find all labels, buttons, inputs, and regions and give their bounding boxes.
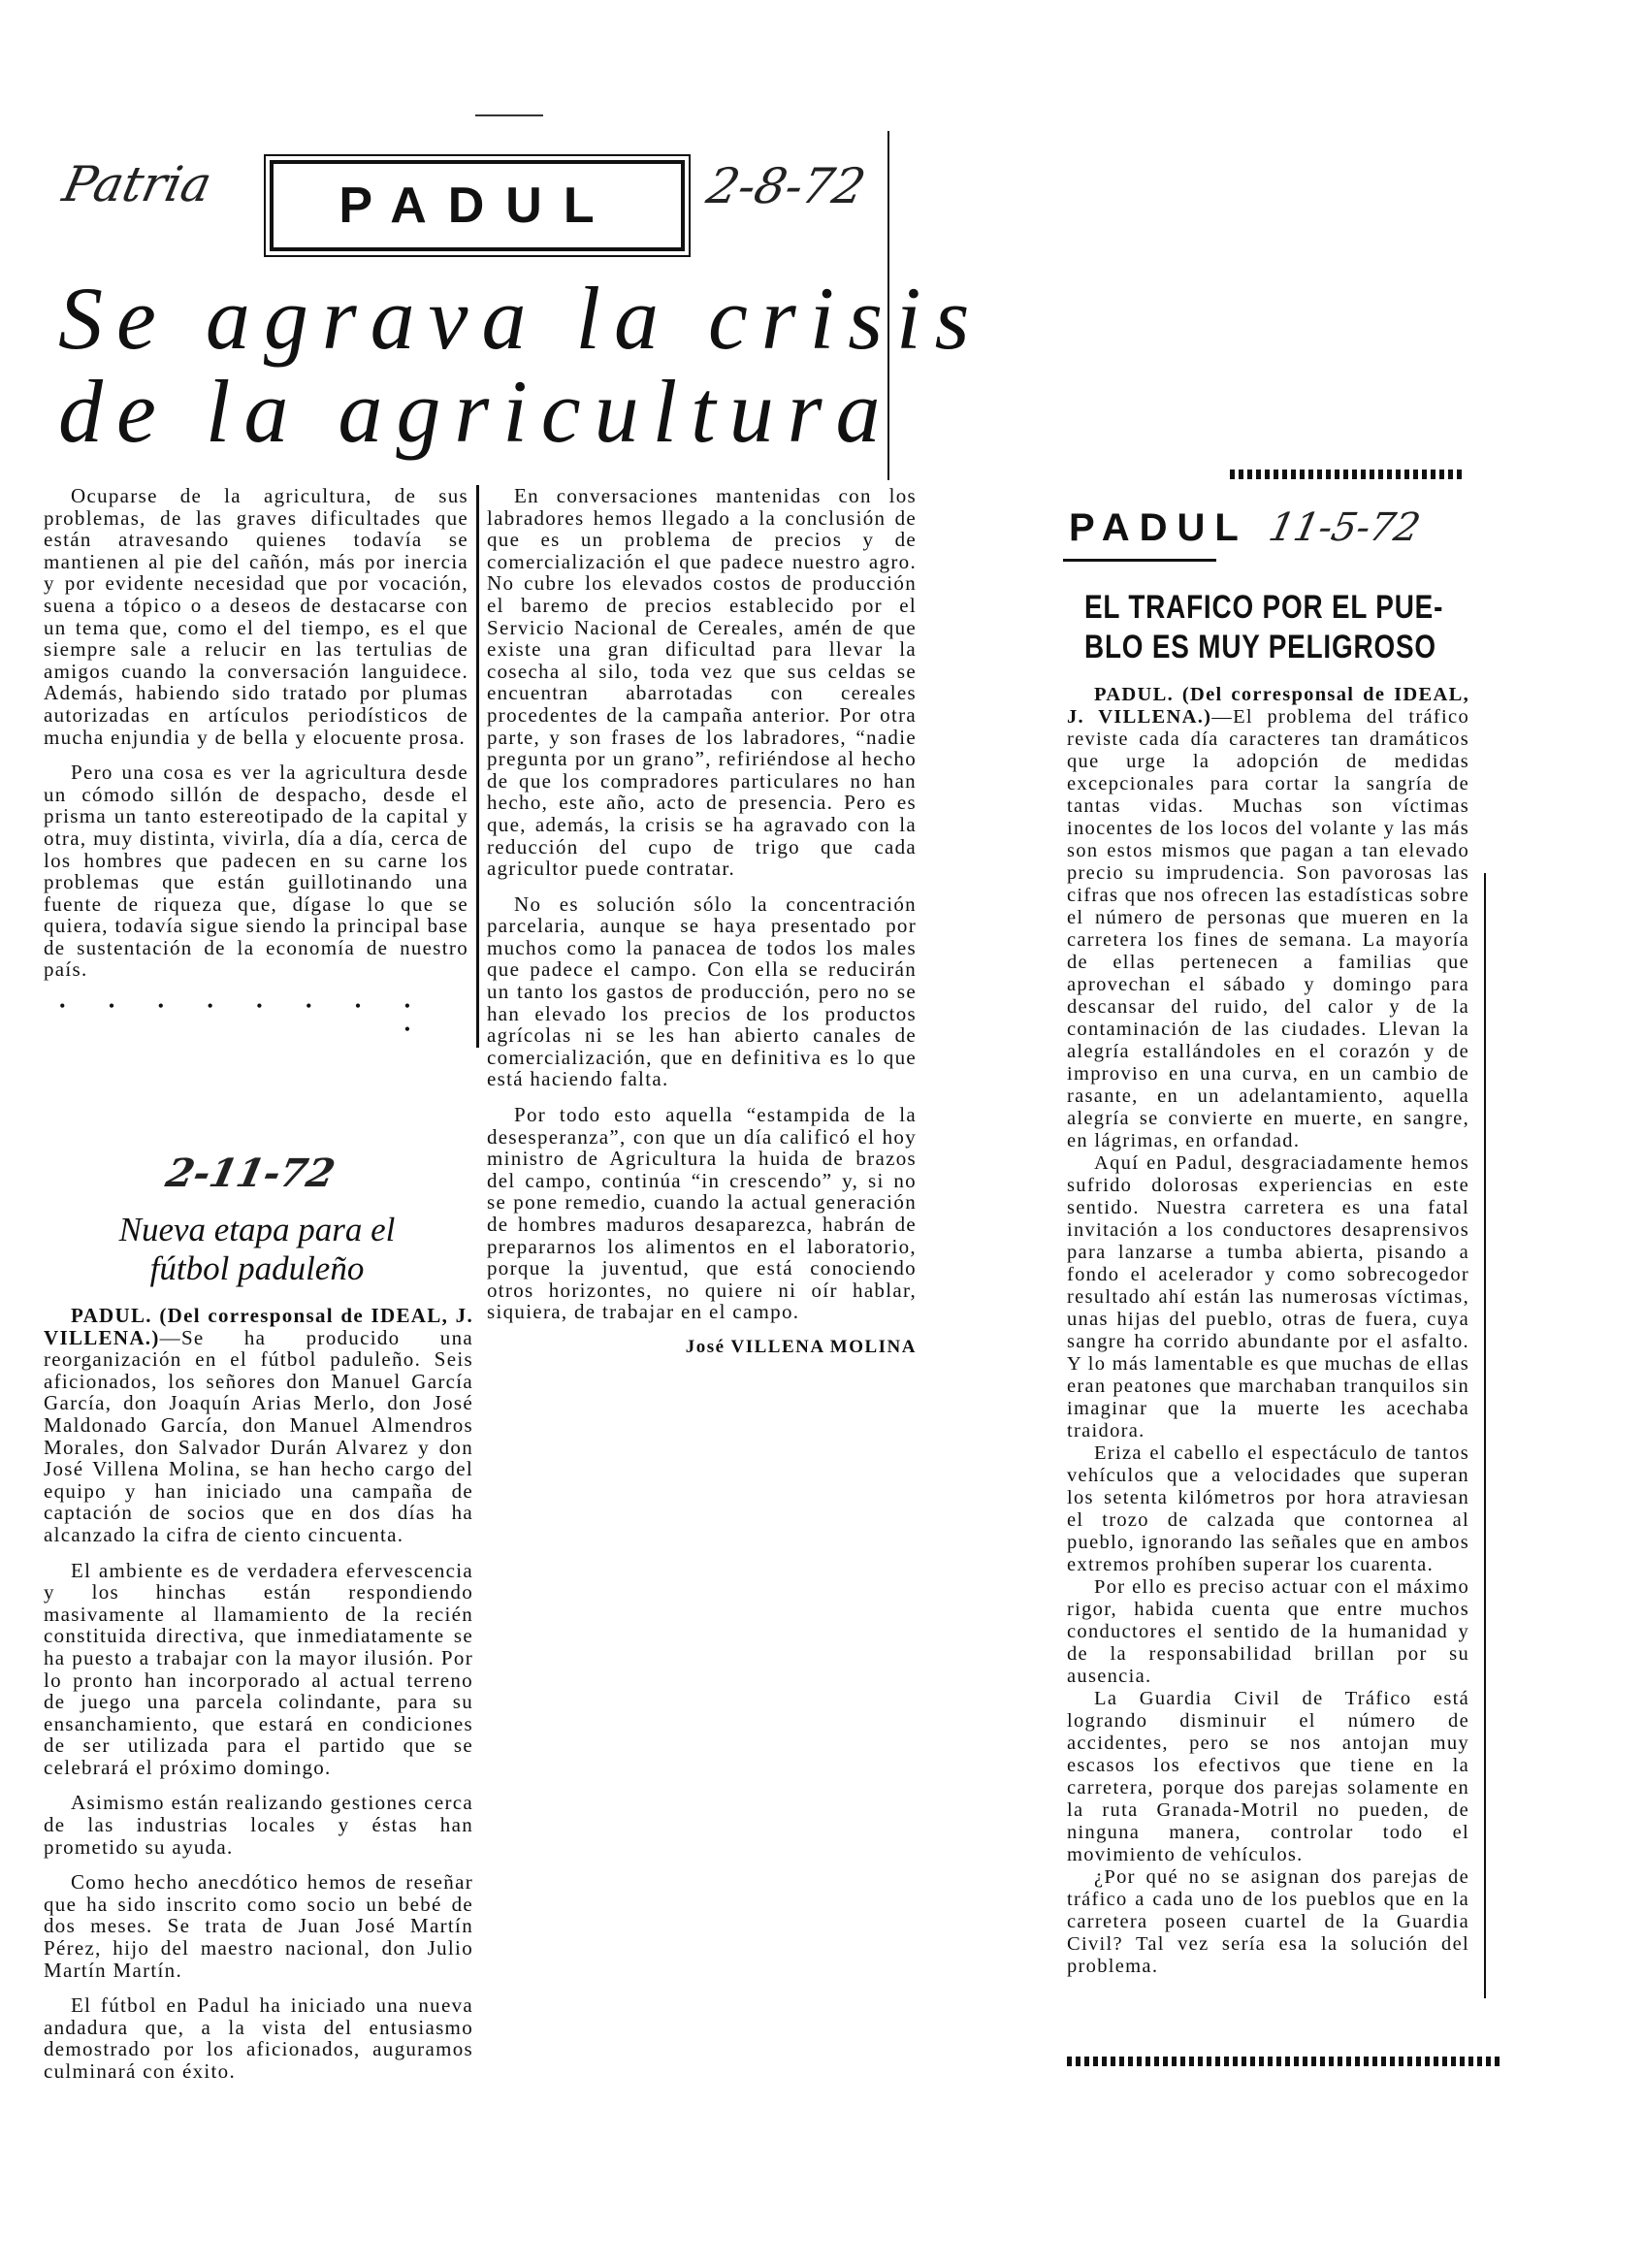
lead-text: —El problema del tráfico reviste cada día caracteres tan dramáticos que urge la adopción de medidas excepcionales para cortar la sangría de tantas vidas. Muchas son víctimas inocentes de los locos del volante y las más son estos mismos que pagan a tan elevado precio su imprudencia. Son pavorosas las cifras que nos ofrecen las estadísticas sobre el número de personas que mueren en la carretera los fines de semana. La mayoría de ellas pertenecen a familias que aprovechan el sábado y domingo para descansar del ruido, del calor y de la contaminación de las ciudades. Llevan la alegría estallándoles en el corazón y de improviso en una curva, en un cambio de rasante, en un adelantamiento, aquella alegría se convierte en muerte, en sangre, en lágrimas, en orfandad. [1067,706,1470,1151]
article-column-2 [487,485,917,1359]
column-rule [476,485,479,1048]
headline-line-2: de la agricultura [58,362,894,461]
paragraph: El ambiente es de verdadera efervescencia y los hinchas están respondiendo masivamente al llamamiento de la recién constituida directiva, que inmediatamente se ha puesto a trabajar con la mayor ilusión. Por lo pronto han incorporado al actual terreno de juego una parcela colindante, para su ensanchamiento, que estará en condiciones de ser utilizada para el partido que se celebrará el próximo domingo. [44,1558,473,1779]
section-header: PADUL [1069,506,1248,549]
paragraph: No es solución sólo la concentración parcelaria, aunque se haya presentado por muchos como la panacea de todos los males que padece el campo. Con ella se reducirán un tanto los gastos de producción, pero no se han elevado los precios de los productos agrícolas ni se les han abierto canales de comercialización, que en definitiva es lo que está haciendo falta. [487,891,917,1091]
divider [1063,559,1216,562]
headline-futbol [44,1211,470,1288]
paragraph: Eriza el cabello el espectáculo de tantos vehículos que a velocidades que superan los setenta kilómetros por hora atraviesan el trozo de calzada que contornea al pueblo, ignorando las señales que en ambos extremos prohíben superar los cuarenta. [1067,1442,1469,1575]
paragraph: ¿Por qué no se asignan dos parejas de tráfico a cada uno de los pueblos que en la carretera poseen cuartel de la Guardia Civil? Tal vez sería esa la solución del problema. [1067,1866,1469,1977]
headline-line-1: Nueva etapa para el [118,1211,396,1248]
paragraph: Por todo esto aquella “estampida de la desesperanza”, con que un día calificó el hoy ministro de Agricultura la huida de brazos del campo, continúa “in crescendo” y, si no se pone remedio, cuando la actual generación de hombres maduros desaparezca, habrán de prepararnos los alimentos en el laboratorio, porque la juventud, que está conociendo otros horizontes, no quiere ni oír hablar, siquiera, de trabajar en el campo. [487,1103,917,1324]
dateline: PADUL. (Del corresponsal de IDEAL, J. VILLENA.) [44,1304,473,1349]
dotted-border [1067,2057,1503,2066]
headline-line-2: BLO ES MUY PELIGROSO [1084,629,1436,665]
paragraph: En conversaciones mantenidas con los labradores hemos llegado a la conclusión de que es un problema de precios y de comercialización el que padece nuestro agro. No cubre los elevados costos de producción el baremo de precios establecido por el Servicio Nacional de Cereales, amén de que existe una gran dificultad para llevar la cosecha al silo, toda vez que sus celdas se encuentran abarrotadas con cereales procedentes de la campaña anterior. Por otra parte, y son frases de los labradores, “nadie pregunta por un grano”, refiriéndose al hecho de que los compradores particulares no han hecho, este año, acto de presencia. Pero es que, además, la crisis se ha agravado con la reducción del cupo de trigo que cada agricultor puede contratar. [487,484,917,881]
column-rule [1484,873,1486,1998]
dotted-border [1230,470,1463,479]
paragraph [1067,684,1469,1152]
headline-line-1: Se agrava la crisis [58,269,984,368]
paragraph: Por ello es preciso actuar con el máximo rigor, habida cuenta que entre muchos conductores el sentido de la humanidad y de la responsabilidad brillan por su ausencia. [1067,1576,1469,1687]
paragraph: La Guardia Civil de Tráfico está logrando disminuir el número de accidentes, pero se nos antojan muy escasos los efectivos que tiene en la carretera, porque dos parejas solamente en la ruta Granada-Motril no pueden, de ninguna manera, controlar todo el movimiento de vehículos. [1067,1688,1469,1865]
paragraph: Aquí en Padul, desgraciadamente hemos sufrido dolorosas experiencias en este sentido. Nuestra carretera es una fatal invitación a los conductores desaprensivos para lanzarse a tumba abierta, pisando a fondo el acelerador y como sobrecogedor resultado ahí están las numerosas víctimas, unas hijas del pueblo, otras de fuera, cuya sangre ha corrido abundante por el asfalto. Y lo más lamentable es que muchas de ellas eran peatones que marchaban tranquilos sin imaginar que la muerte les acechaba traidora. [1067,1152,1469,1442]
article-column-1 [44,485,468,1041]
paragraph: El fútbol en Padul ha iniciado una nueva andadura que, a la vista del entusiasmo demostrado por los aficionados, auguramos culminará con éxito. [44,1993,473,2083]
paragraph: Como hecho anecdótico hemos de reseñar que ha sido inscrito como socio un bebé de dos meses. Se trata de Juan José Martín Pérez, hijo del maestro nacional, don Julio Martín Martín. [44,1870,473,1982]
handwritten-newspaper-name: Patria [57,156,217,212]
handwritten-date: 2-8-72 [701,158,871,214]
headline-line-1: EL TRAFICO POR EL PUE- [1084,589,1444,626]
handwritten-date: 2-11-72 [162,1150,339,1196]
paragraph [44,1305,473,1546]
divider [475,114,543,116]
dot-separator: • • • • • • • • • [59,996,430,1040]
headline-trafico [1084,588,1443,667]
paragraph: Asimismo están realizando gestiones cerca de las industrias locales y éstas han prometido su ayuda. [44,1791,473,1859]
article-trafico-body [1067,684,1469,1978]
section-header-row [1069,493,1424,550]
paragraph: Pero una cosa es ver la agricultura desde un cómodo sillón de despacho, desde el prisma un tanto estereotipado de la capital y otra, muy distinta, vivirla, día a día, cerca de los hombres que padecen en su carne los problemas que están guillotinando una fuente de riqueza que, dígase lo que se quiera, todavía sigue siendo la principal base de sustentación de la economía de nuestro país. [44,761,468,982]
dateline: PADUL. (Del corresponsal de IDEAL, J. VILLENA.) [1067,684,1469,728]
paragraph: Ocuparse de la agricultura, de sus problemas, de las graves dificultades que están atravesando quienes todavía se mantienen al pie del cañón, más por inercia y por evidente necesidad que por vocación, suena a tópico o a deseos de destacarse con un tema que, como el del tiempo, es el que siempre sale a relucir en las tertulias de amigos cuando la conversación languidece. Además, habiendo sido tratado por plumas autorizadas en artículos periodísticos de mucha enjundia y de bella y elocuente prosa. [44,484,468,749]
byline: José VILLENA MOLINA [685,1336,917,1357]
handwritten-date: 11-5-72 [1264,505,1424,550]
lead-text: —Se ha producido una reorganización en el fútbol paduleño. Seis aficionados, los señores don Manuel García García, don Joaquín Arias Merlo, don José Maldonado García, don Manuel Almendros Morales, don Salvador Durán Alvarez y don José Villena Molina, se han hecho cargo del equipo y han iniciado una campaña de captación de socios que en dos días ha alcanzado la cifra de ciento cincuenta. [44,1325,473,1546]
headline-line-2: fútbol paduleño [149,1249,365,1287]
article-futbol-body [44,1305,473,2096]
section-header: PADUL [270,160,685,251]
